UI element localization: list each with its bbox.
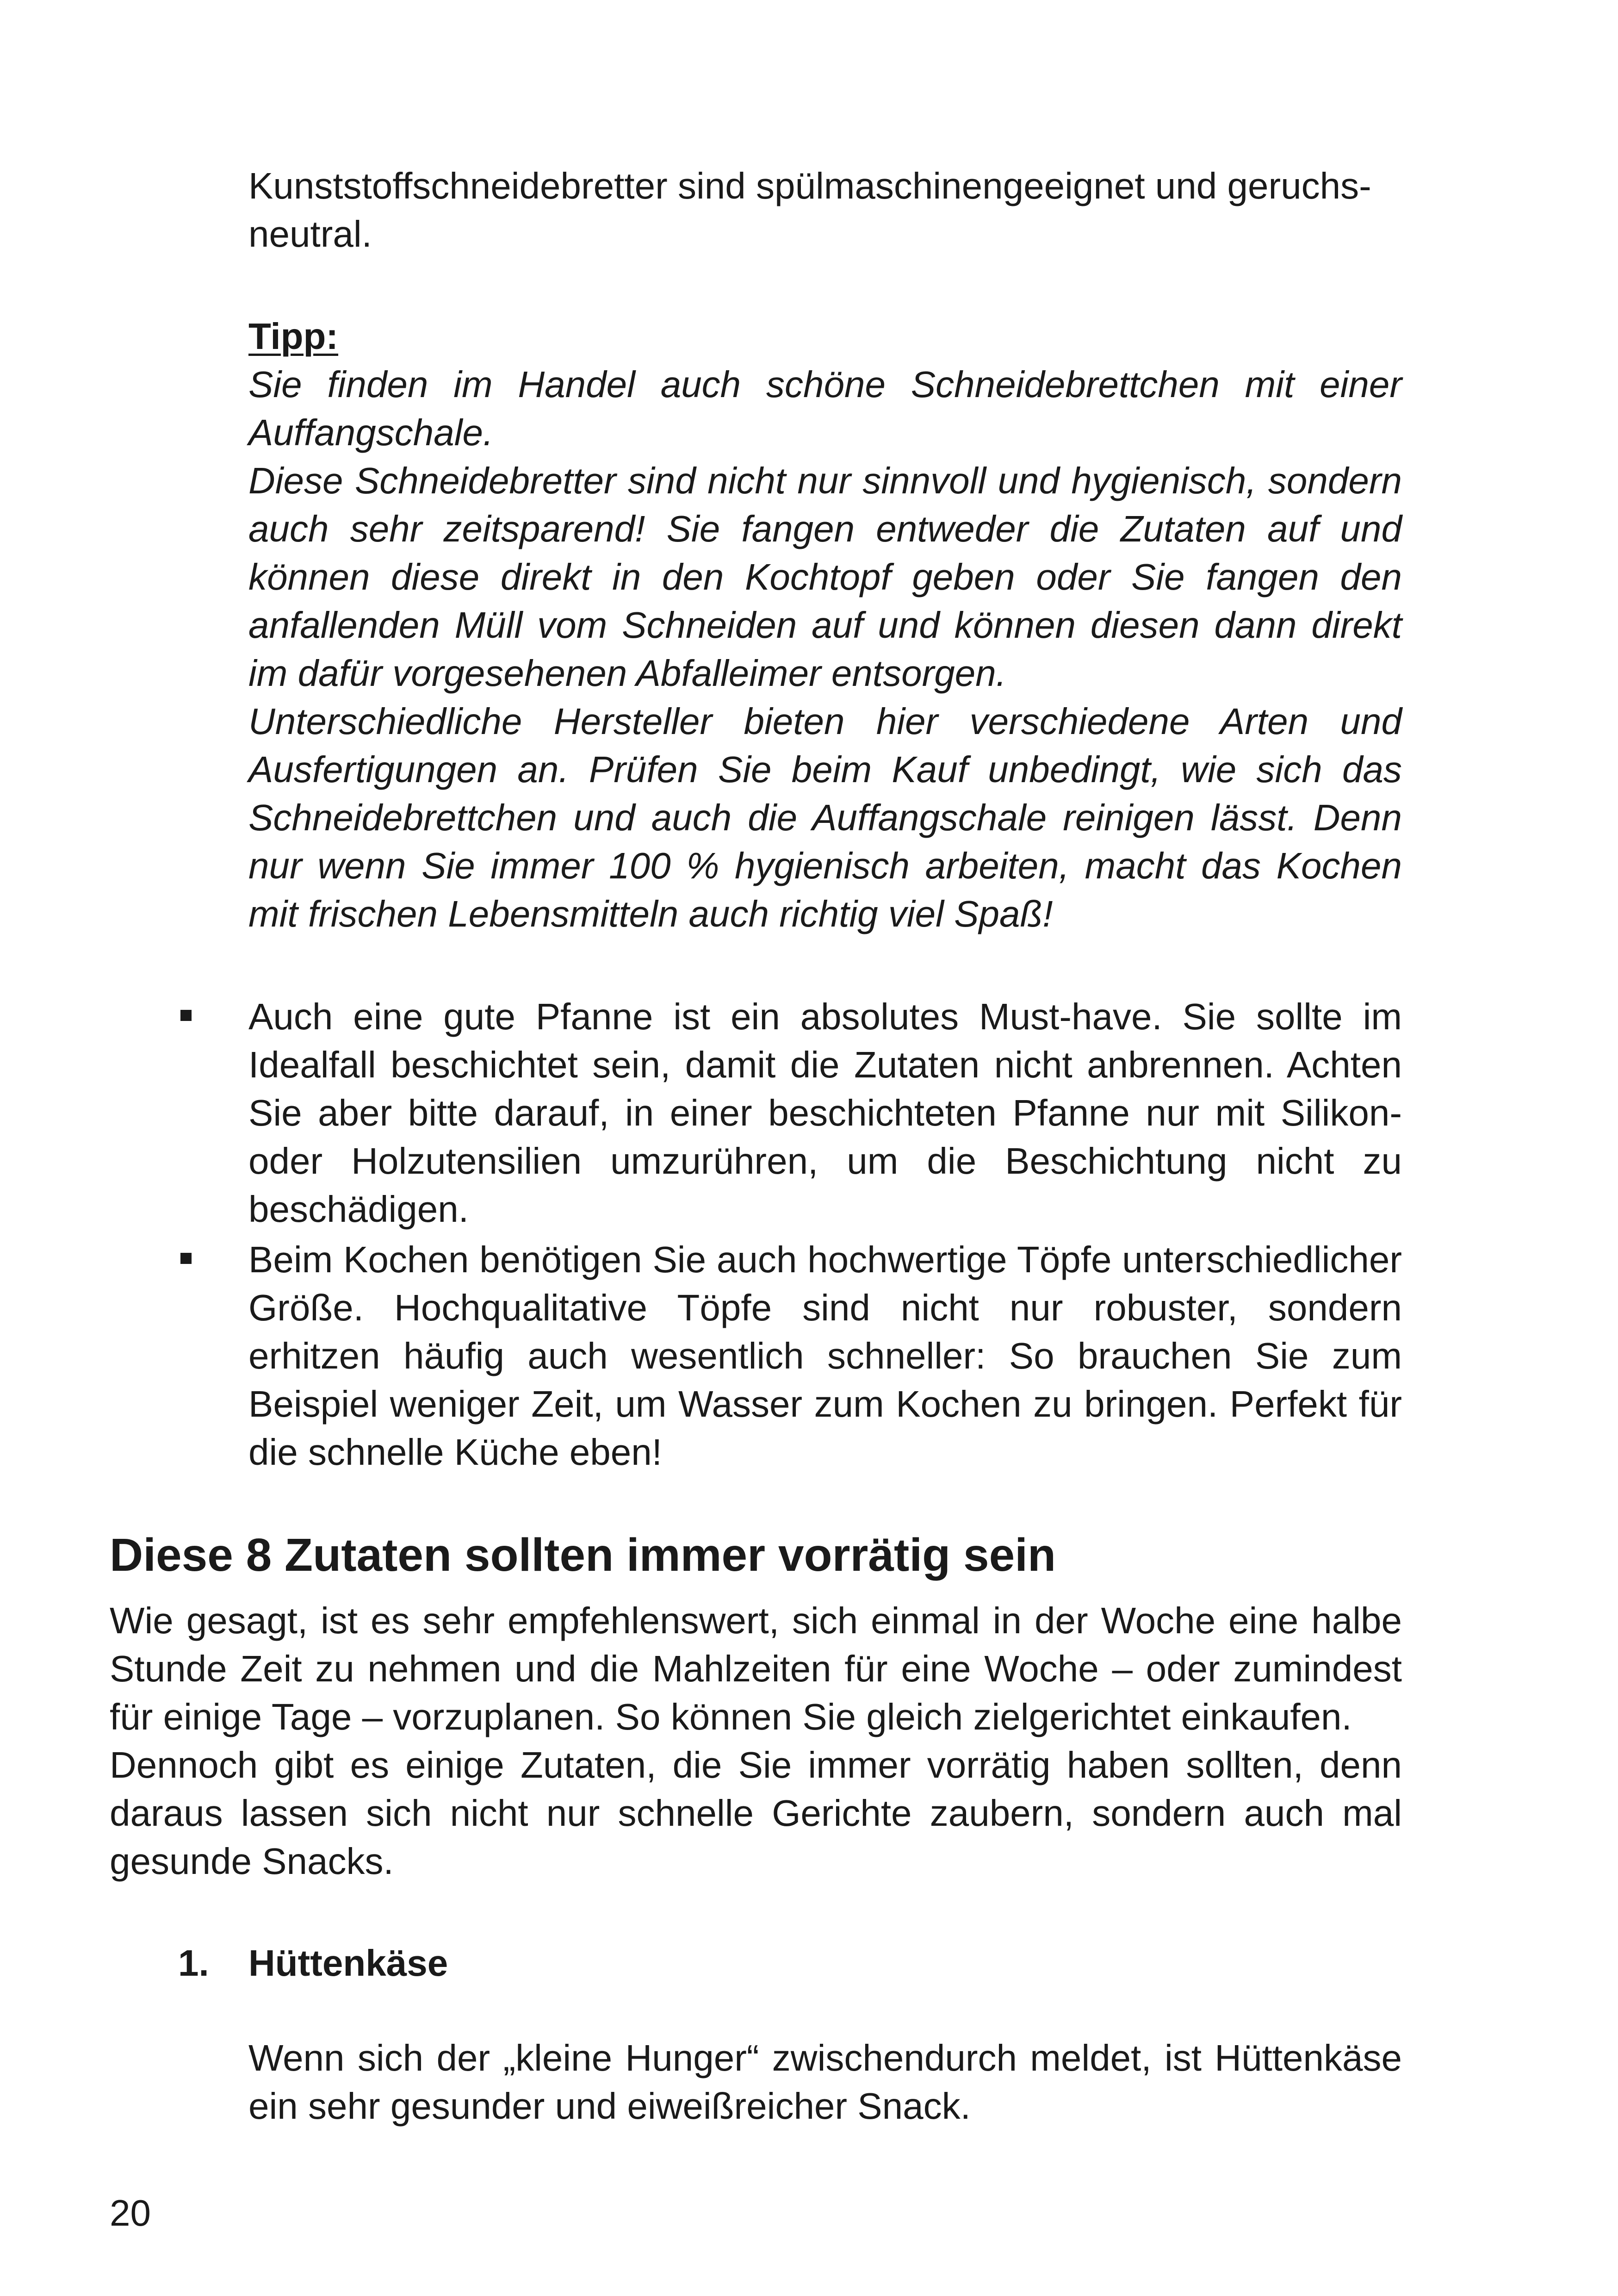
section-body	[110, 1597, 1402, 1885]
intro-line-1: Kunststoffschneidebretter sind spülmaschinengeeignet und geruchs-	[248, 165, 1371, 206]
intro-line-2: neutral.	[248, 213, 372, 255]
square-bullet-icon	[180, 1253, 192, 1264]
bullet-text: Beim Kochen benötigen Sie auch hochwertige Töpfe unterschiedlicher Größe. Hochqualitative Töpfe sind nicht nur robuster, sondern erhitzen häufig auch wesentlich schneller: So brauchen Sie zum Beispiel weniger Zeit, um Wasser zum Kochen zu bringen. Perfekt für die schnelle Küche eben!	[248, 1239, 1402, 1473]
tip-label: Tipp:	[248, 316, 339, 357]
item-title: Hüttenkäse	[248, 1942, 448, 1984]
tip-paragraph-1: Sie finden im Handel auch schöne Schneidebrettchen mit einer Auffangschale.	[248, 364, 1402, 453]
tip-paragraph-3: Unterschiedliche Hersteller bieten hier verschiedene Arten und Ausfertigungen an. Prüfen Sie beim Kauf unbedingt, wie sich das Schneidebrettchen und auch die Auffangschale reinigen lässt. Denn nur wenn Sie immer 100 % hygienisch arbeiten, macht das Kochen mit frischen Lebensmitteln auch richtig viel Spaß!	[248, 701, 1402, 934]
bullet-text: Auch eine gute Pfanne ist ein absolutes Must-have. Sie sollte im Idealfall beschichtet sein, damit die Zutaten nicht anbrennen. Achten Sie aber bitte darauf, in einer beschichteten Pfanne nur mit Silikon- oder Holzutensilien umzurühren, um die Beschichtung nicht zu beschädigen.	[248, 996, 1402, 1230]
tip-section	[248, 312, 1402, 938]
tip-paragraph-2: Diese Schneidebretter sind nicht nur sinnvoll und hygienisch, sondern auch sehr zeitsparend! Sie fangen entweder die Zutaten auf und können diese direkt in den Kochtopf geben oder Sie fangen den anfallenden Müll vom Schneiden auf und können diesen dann direkt im dafür vorgesehenen Abfalleimer entsorgen.	[248, 460, 1402, 694]
numbered-item-body	[248, 2034, 1402, 2130]
intro-paragraph	[248, 162, 1402, 258]
section-paragraph-2: Dennoch gibt es einige Zutaten, die Sie immer vorrätig haben sollten, denn daraus lassen sich nicht nur schnelle Gerichte zaubern, sondern auch mal gesunde Snacks.	[110, 1744, 1402, 1882]
section-heading: Diese 8 Zutaten sollten immer vorrätig sein	[110, 1529, 1056, 1581]
page-number: 20	[110, 2192, 151, 2234]
section-paragraph-1: Wie gesagt, ist es sehr empfehlenswert, sich einmal in der Woche eine halbe Stunde Zeit zu nehmen und die Mahlzeiten für eine Woche – oder zumindest für einige Tage – vorzuplanen. So können Sie gleich zielgerichtet einkaufen.	[110, 1600, 1402, 1737]
item-number: 1.	[178, 1942, 209, 1984]
item-text: Wenn sich der „kleine Hunger“ zwischendurch meldet, ist Hüttenkäse ein sehr gesunder und eiweißreicher Snack.	[248, 2037, 1402, 2127]
square-bullet-icon	[180, 1010, 192, 1021]
